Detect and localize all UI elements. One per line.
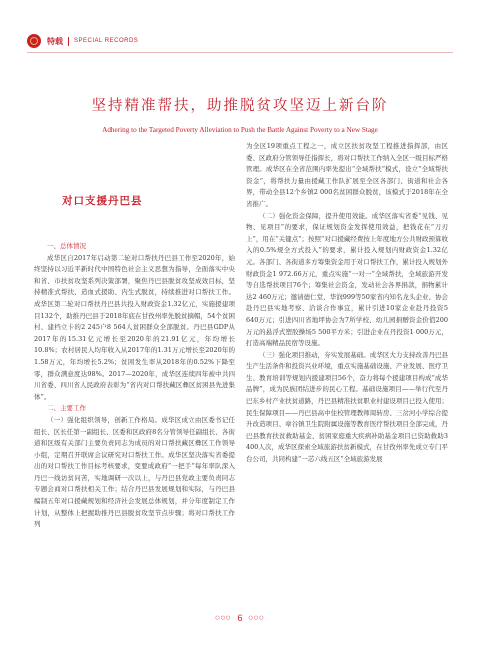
page-number: 6 [237, 613, 243, 623]
header-divider [68, 37, 69, 46]
article-title: 坚持精准帮扶，助推脱贫攻坚迈上新台阶 [91, 98, 389, 114]
logo-emblem-icon [27, 34, 41, 48]
page-footer [0, 613, 480, 623]
paragraph: 为全区19项重点工程之一，成立区扶贫攻坚工程推进指挥部，由区委、区政府分管领导任指挥长，将对口帮扶工作纳入全区一级目标严格管理。成华区在全省范围内率先提出“全域帮扶”模式，设立“全域帮扶资金”，将帮扶力量由援藏工作队扩展至全区各部门、街道和社会各界，带动全县12个乡镇2 000名贫困群众脱贫，该模式于2018年在全省推广。 [246, 142, 448, 208]
right-column [246, 141, 448, 466]
paragraph: （二）强化资金保障，提升使用效能。成华区落实省委“见钱、见物、见项目”的要求，保证规划资金发挥使用效益，把钱花在“刀刃上”，用在“关键点”；按照“对口援藏经费按上年度地方公共财政预算收入的0.5%规全方式投入”的要求，累计投入规划内财政资金1.32亿元。各部门、各街道多方筹集资金用于对口帮扶工作，累计投入规划外财政资金1 972.66万元，重点实施“一对一”全域帮扶，全域旅游开发等自选帮扶项目76个；筹集社会资金，发动社会各界捐款，捐物累计达2 460万元；邀请德仁堂、华润999等50家省内知名龙头企业、协会赴丹巴县实地考察、洽谈合作事宜，累计引进10家企业赴丹投资5 640万元；引进四川省地坪协会为7所学校、幼儿园捐赠资金价值200万元的悬浮式塑胶操场5 500平方米；引进企业在丹投资1 000万元，打造高端精品民宿等设施。 [246, 211, 448, 348]
section-header [27, 34, 138, 48]
header-rule [27, 52, 453, 53]
article-subtitle: Adhering to the Targeted Poverty Alleviation to Push the Battle Against Poverty to a New Stage [102, 126, 378, 134]
left-column [34, 241, 235, 531]
paragraph: 成华区自2017年启动第二轮对口帮扶丹巴县工作至2020年，始终坚持以习近平新时代中国特色社会主义思想为指导，全面落实中央和省、市扶贫攻坚系列决策部署，聚焦丹巴县脱贫攻坚成效目标，坚持精准式帮扶、造血式援助、内生式脱贫，持续推进对口帮扶工作。成华区第二轮对口帮扶丹巴县共投入财政资金1.32亿元，实施援建项目132个，助推丹巴县于2018年底在甘孜州率先脱贫摘帽，54个贫困村、建档立卡的2 245户8 564人贫困群众全部脱贫。丹巴县GDP从2017年的15.31亿元增长至2020年的21.91亿元，年均增长10.8%；农村居民人均年收入从2017年的1.31万元增长至2020年的1.58万元，年均增长5.2%；贫困发生率从2018年的0.52%下降至零，群众满意度达98%。2017—2020年，成华区连续四年被中共四川省委、四川省人民政府表彰为“省内对口帮扶藏区彝区贫困县先进集体”。 [34, 253, 235, 401]
section-name-cn: 特载 [47, 36, 63, 46]
footer-dots-left: ○○○ [215, 615, 232, 621]
section-name-en: SPECIAL RECORDS [74, 38, 139, 44]
paragraph: （三）强化项目推动，夯实发展基础。成华区大力支持改善丹巴县生产生活条件和投资兴业环境，重点实施基础设施、产业发展、医疗卫生、教育培训等规划内援建项目56个，奋力将每个援建项目构成“成华品牌”，成为民族团结进步的民心工程。基础设施项目——举行代至丹巴东乡村产业扶贫道路，丹巴县精准扶贫职业村建设项目已投入使用；民生保障项目——丹巴县高中住校管理教师周转房、三岔河小学综合提升改造项目、章谷镇卫生院附属设施等教育医疗帮扶项目全部完成，丹巴县教育扶贫救助基金、贫困家庭重大疾病补助基金项目已资助救助3 400人次，成华区探索全域旅游扶贫新模式，在甘孜州率先成立专门平台公司，共同构建“一芯六线五区”全域旅游发展 [246, 350, 448, 464]
section-title: 对口支援丹巴县 [62, 195, 143, 207]
heading-overview: 一、总体情况 [47, 242, 86, 250]
footer-dots-right: ○○○ [248, 615, 265, 621]
paragraph: （一）强化组织领导，创新工作格局。成华区成立由区委书记任组长、区长任第一副组长、区委和区政府8名分管领导任副组长、各街道和区级有关部门主要负责同志为成员的对口帮扶藏区彝区工作领导小组，定期召开联席会议研究对口帮扶工作。成华区坚决落实省委提出的对口帮扶工作目标考核要求，变要成政府“一把手”每年率队深入丹巴一线访贫问苦，实地调研一次以上，与丹巴县党政主要负责同志专题会商对口帮扶相关工作；结合丹巴县发展规划和实际，与丹巴县编制五年对口援藏规划和经济社会发展总体规划，并分年度制定工作计划，从整体上把握助推丹巴县脱贫攻坚节点步骤；将对口帮扶工作列 [34, 415, 235, 529]
heading-main-work: 二、主要工作 [47, 404, 86, 413]
